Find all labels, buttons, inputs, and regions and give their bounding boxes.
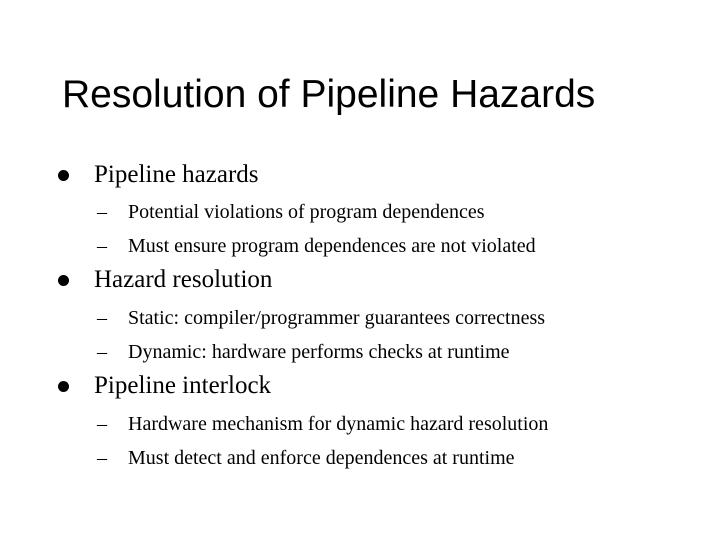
sub-bullet-item	[97, 340, 510, 364]
sub-bullet-text: Hardware mechanism for dynamic hazard resolution	[128, 413, 549, 435]
dash-icon: –	[97, 201, 107, 223]
sub-bullet-item	[97, 200, 485, 224]
bullet-dot-icon	[58, 381, 69, 392]
sub-bullet-text: Dynamic: hardware performs checks at runtime	[128, 341, 510, 363]
sub-bullet-item	[97, 306, 545, 330]
dash-icon: –	[97, 447, 107, 469]
dash-icon: –	[97, 307, 107, 329]
sub-bullet-item	[97, 446, 515, 470]
bullet-item	[58, 160, 259, 190]
bullet-text: Pipeline hazards	[94, 161, 259, 188]
bullet-item	[58, 265, 272, 295]
bullet-item	[58, 371, 271, 401]
sub-bullet-item	[97, 412, 548, 436]
bullet-dot-icon	[58, 170, 69, 181]
sub-bullet-item	[97, 234, 536, 258]
dash-icon: –	[97, 235, 107, 257]
dash-icon: –	[97, 413, 107, 435]
bullet-text: Pipeline interlock	[94, 372, 272, 399]
dash-icon: –	[97, 341, 107, 363]
bullet-dot-icon	[58, 275, 69, 286]
sub-bullet-text: Must ensure program dependences are not violated	[128, 235, 536, 257]
sub-bullet-text: Static: compiler/programmer guarantees correctness	[128, 307, 546, 329]
sub-bullet-text: Must detect and enforce dependences at runtime	[128, 447, 515, 469]
slide-title: Resolution of Pipeline Hazards	[62, 73, 596, 116]
sub-bullet-text: Potential violations of program dependences	[128, 201, 485, 223]
bullet-text: Hazard resolution	[94, 266, 273, 293]
